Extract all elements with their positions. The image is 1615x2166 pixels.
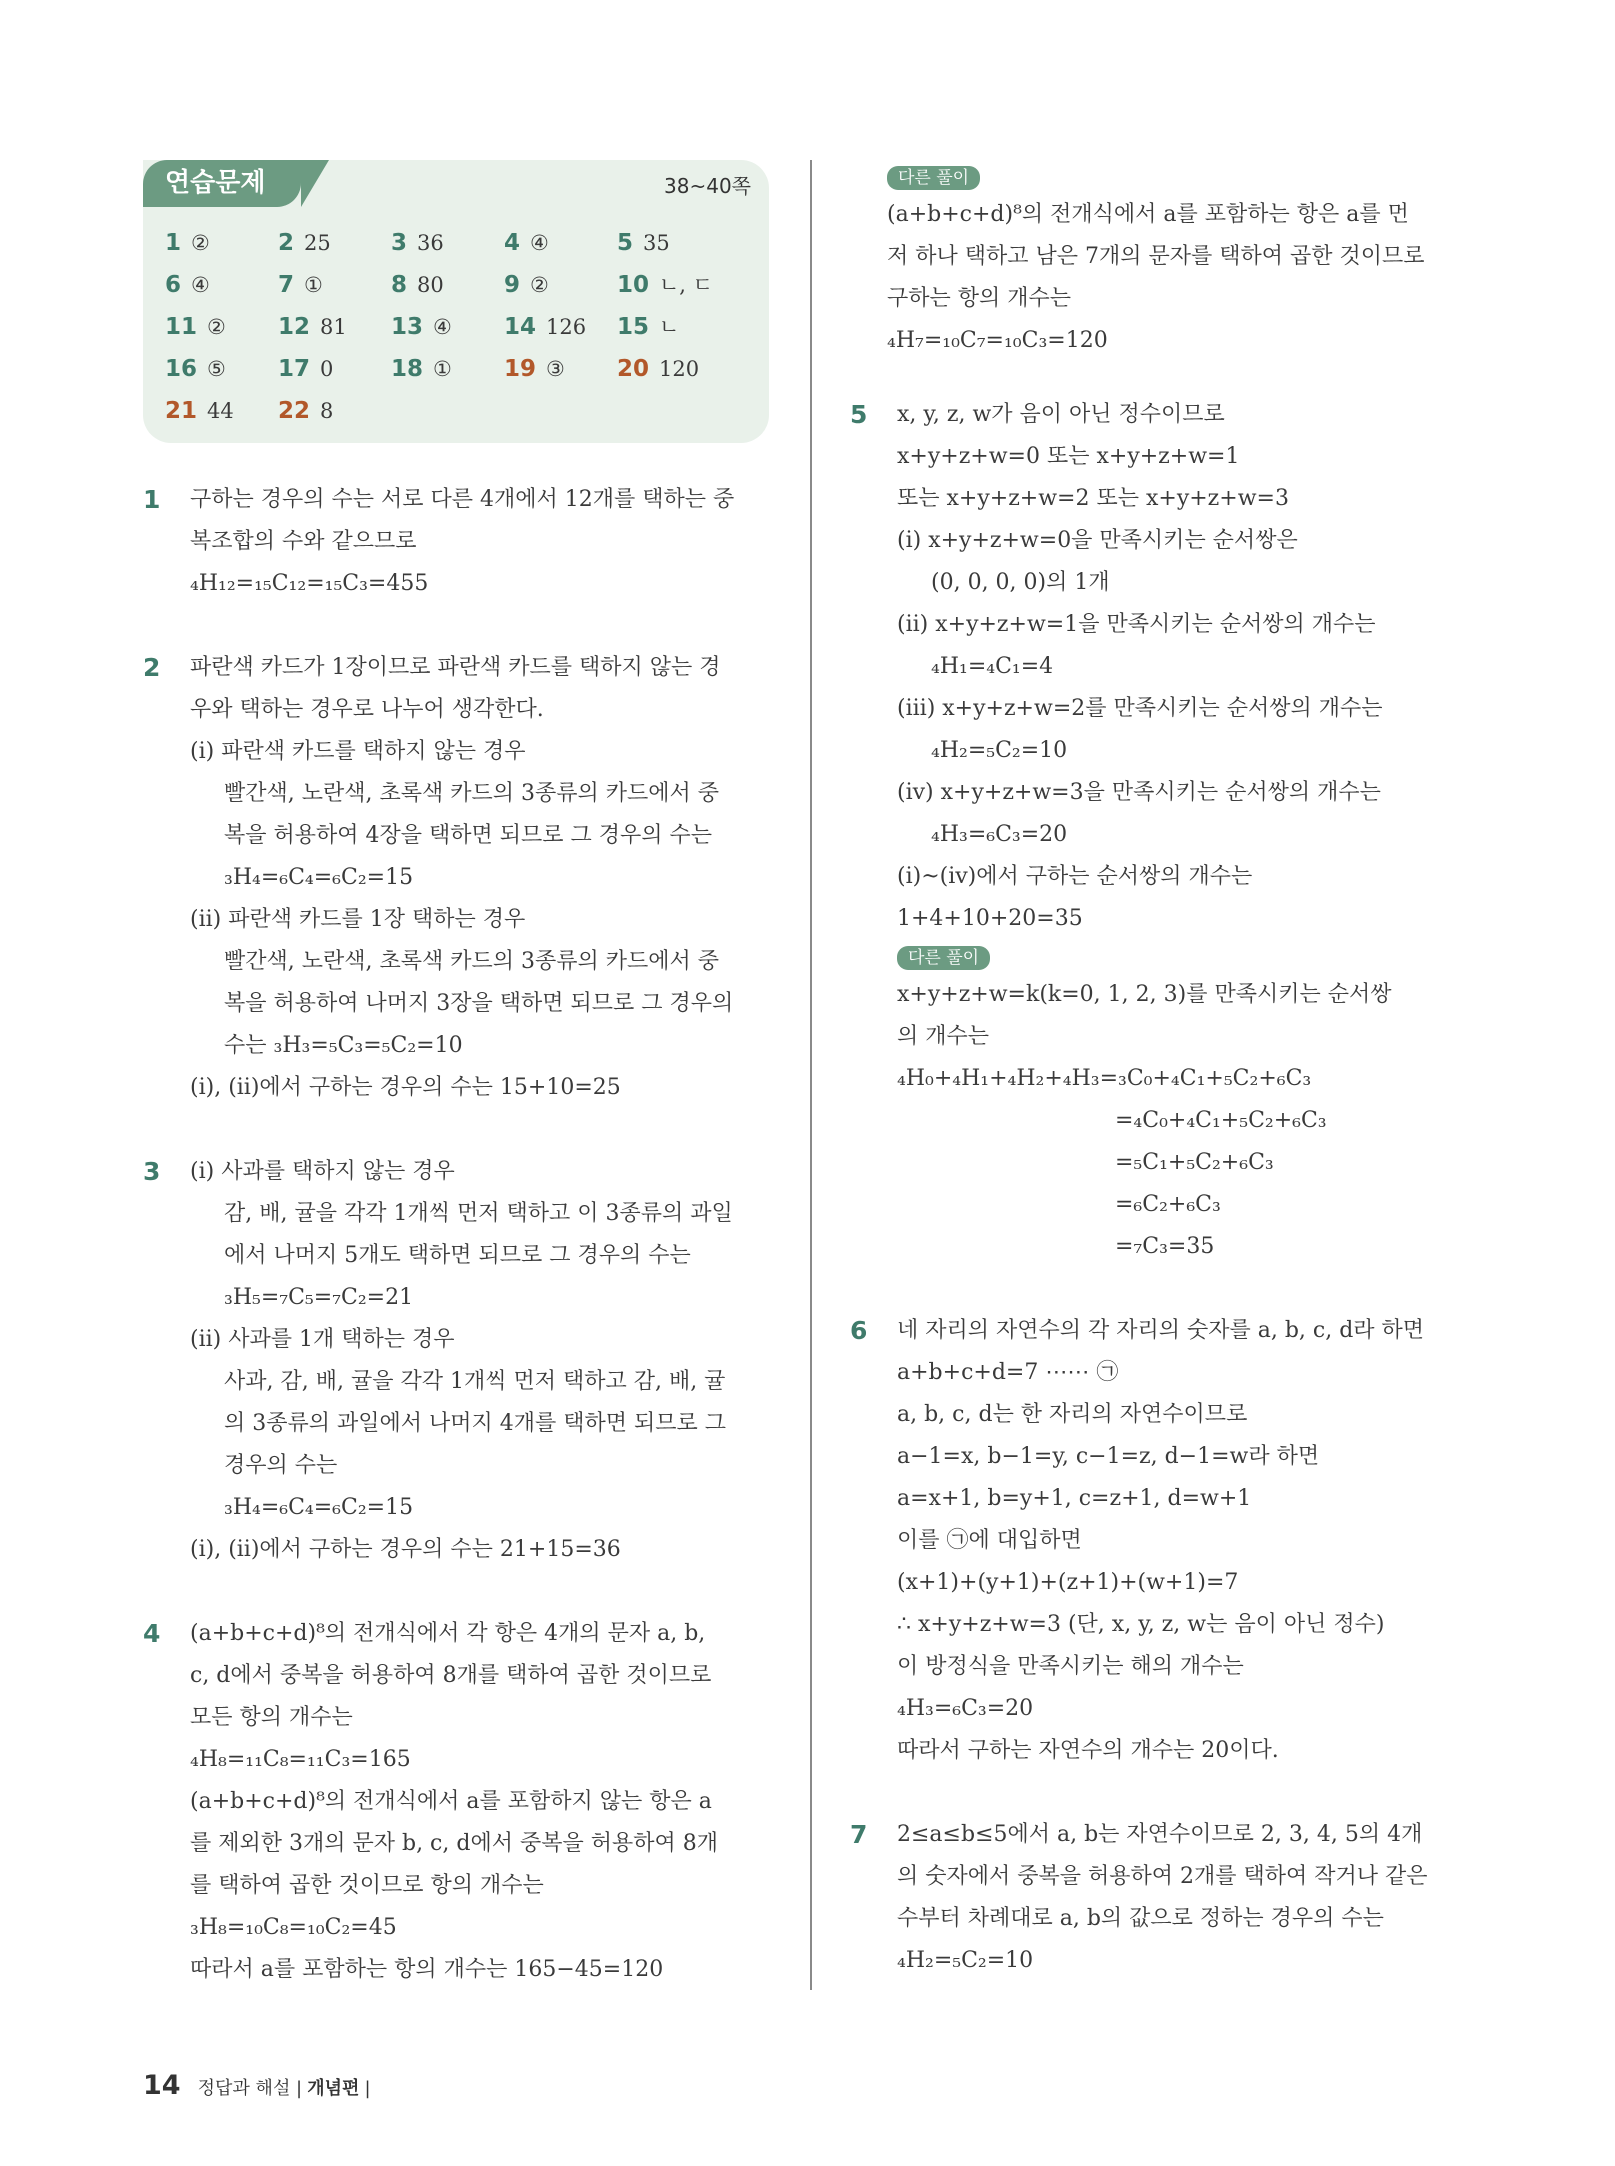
solution-line: 빨간색, 노란색, 초록색 카드의 3종류의 카드에서 중 [224, 949, 719, 974]
alternative-solution-4 [887, 160, 1487, 362]
case-heading: (ⅲ) x+y+z+w=2를 만족시키는 순서쌍의 개수는 [897, 696, 1383, 721]
solution-line: 경우의 수는 [224, 1453, 338, 1478]
solution-line: x, y, z, w가 음이 아닌 정수이므로 [897, 402, 1225, 427]
alternative-solution-badge: 다른 풀이 [887, 166, 980, 190]
formula-line: ₃H₄=₆C₄=₆C₂=15 [224, 1495, 414, 1520]
solution-line: 구하는 항의 개수는 [887, 286, 1072, 311]
solution-line: 수부터 차례대로 a, b의 값으로 정하는 경우의 수는 [897, 1906, 1384, 1931]
formula-line: ₄H₂=₅C₂=10 [931, 738, 1068, 763]
footer-separator: | [364, 2078, 371, 2099]
solution-line: 이를 ㉠에 대입하면 [897, 1528, 1082, 1553]
solution-3 [143, 1151, 773, 1571]
conclusion-line: (ⅰ), (ⅱ)에서 구하는 경우의 수는 15+10=25 [190, 1075, 621, 1100]
formula-line: a=x+1, b=y+1, c=z+1, d=w+1 [897, 1486, 1252, 1511]
answer-item: 19 ③ [504, 356, 565, 382]
answer-row [165, 222, 755, 264]
answer-item: 22 8 [278, 398, 334, 424]
left-column [143, 160, 773, 2033]
solution-line: x+y+z+w=0 또는 x+y+z+w=1 [897, 444, 1240, 469]
solution-5 [850, 394, 1487, 1268]
formula-line: ∴ x+y+z+w=3 (단, x, y, z, w는 음이 아닌 정수) [897, 1612, 1385, 1637]
alternative-solution-badge: 다른 풀이 [897, 946, 990, 970]
formula-line: ₄H₇=₁₀C₇=₁₀C₃=120 [887, 328, 1108, 353]
solution-line: 우와 택하는 경우로 나누어 생각한다. [190, 697, 544, 722]
answer-item: 5 35 [617, 230, 670, 256]
solution-line: 복조합의 수와 같으므로 [190, 529, 417, 554]
solution-line: 또는 x+y+z+w=2 또는 x+y+z+w=3 [897, 486, 1289, 511]
answer-item: 3 36 [391, 230, 444, 256]
problem-number: 4 [143, 1619, 161, 1648]
case-heading: (ⅳ) x+y+z+w=3을 만족시키는 순서쌍의 개수는 [897, 780, 1381, 805]
answer-item: 21 44 [165, 398, 234, 424]
page-footer [143, 2070, 371, 2101]
problem-number: 7 [850, 1820, 868, 1849]
answer-row [165, 264, 755, 306]
formula-line: ₄H₁=₄C₁=4 [931, 654, 1054, 679]
problem-number: 1 [143, 485, 161, 514]
solution-line: 2≤a≤b≤5에서 a, b는 자연수이므로 2, 3, 4, 5의 4개 [897, 1822, 1423, 1847]
answer-row [165, 348, 755, 390]
solution-line: (a+b+c+d)⁸의 전개식에서 a를 포함하지 않는 항은 a [190, 1789, 712, 1814]
conclusion-line: 1+4+10+20=35 [897, 906, 1083, 931]
solution-line: c, d에서 중복을 허용하여 8개를 택하여 곱한 것이므로 [190, 1663, 712, 1688]
answer-item: 4 ④ [504, 230, 549, 256]
answer-item: 7 ① [278, 272, 323, 298]
solution-line: 저 하나 택하고 남은 7개의 문자를 택하여 곱한 것이므로 [887, 244, 1425, 269]
answer-item: 1 ② [165, 230, 210, 256]
solution-line: 에서 나머지 5개도 택하면 되므로 그 경우의 수는 [224, 1243, 691, 1268]
solution-line: 구하는 경우의 수는 서로 다른 4개에서 12개를 택하는 중 [190, 487, 735, 512]
solution-line: 파란색 카드가 1장이므로 파란색 카드를 택하지 않는 경 [190, 655, 721, 680]
answer-row [165, 306, 755, 348]
problem-number: 6 [850, 1316, 868, 1345]
solution-6 [850, 1310, 1487, 1772]
formula-line: =₄C₀+₄C₁+₅C₂+₆C₃ [1115, 1108, 1327, 1133]
formula-line: ₄H₃=₆C₃=20 [931, 822, 1068, 847]
answer-item: 9 ② [504, 272, 549, 298]
formula-line: ₄H₀+₄H₁+₄H₂+₄H₃=₃C₀+₄C₁+₅C₂+₆C₃ [897, 1066, 1312, 1091]
problem-number: 2 [143, 653, 161, 682]
answer-item: 17 0 [278, 356, 334, 382]
solution-line: 의 숫자에서 중복을 허용하여 2개를 택하여 작거나 같은 [897, 1864, 1428, 1889]
solution-line: x+y+z+w=k(k=0, 1, 2, 3)를 만족시키는 순서쌍 [897, 982, 1392, 1007]
answer-item: 14 126 [504, 314, 587, 340]
formula-line: (x+1)+(y+1)+(z+1)+(w+1)=7 [897, 1570, 1239, 1595]
solution-line: 복을 허용하여 나머지 3장을 택하면 되므로 그 경우의 [224, 991, 734, 1016]
formula-line: ₄H₁₂=₁₅C₁₂=₁₅C₃=455 [190, 571, 429, 596]
formula-line: ₄H₈=₁₁C₈=₁₁C₃=165 [190, 1747, 411, 1772]
case-heading: (ⅰ) 사과를 택하지 않는 경우 [190, 1159, 455, 1184]
solution-4 [143, 1613, 773, 1991]
case-heading: (ⅰ) 파란색 카드를 택하지 않는 경우 [190, 739, 526, 764]
solution-2 [143, 647, 773, 1109]
answer-item: 16 ⑤ [165, 356, 226, 382]
solution-line: a−1=x, b−1=y, c−1=z, d−1=w라 하면 [897, 1444, 1320, 1469]
solution-line: 사과, 감, 배, 귤을 각각 1개씩 먼저 택하고 감, 배, 귤 [224, 1369, 726, 1394]
solution-line: 네 자리의 자연수의 각 자리의 숫자를 a, b, c, d라 하면 [897, 1318, 1425, 1343]
case-heading: (ⅰ) x+y+z+w=0을 만족시키는 순서쌍은 [897, 528, 1298, 553]
formula-line: =₅C₁+₅C₂+₆C₃ [1115, 1150, 1274, 1175]
problem-number: 5 [850, 400, 868, 429]
formula-line: ₃H₅=₇C₅=₇C₂=21 [224, 1285, 414, 1310]
answer-item: 20 120 [617, 356, 700, 382]
formula-line: =₆C₂+₆C₃ [1115, 1192, 1221, 1217]
answer-item: 6 ④ [165, 272, 210, 298]
solution-line: 의 3종류의 과일에서 나머지 4개를 택하면 되므로 그 [224, 1411, 726, 1436]
case-heading: (ⅱ) 파란색 카드를 1장 택하는 경우 [190, 907, 526, 932]
solution-line: 감, 배, 귤을 각각 1개씩 먼저 택하고 이 3종류의 과일 [224, 1201, 733, 1226]
solution-line: 를 제외한 3개의 문자 b, c, d에서 중복을 허용하여 8개 [190, 1831, 718, 1856]
answer-item: 18 ① [391, 356, 452, 382]
solution-line: 모든 항의 개수는 [190, 1705, 353, 1730]
solution-line: a, b, c, d는 한 자리의 자연수이므로 [897, 1402, 1248, 1427]
conclusion-line: (ⅰ), (ⅱ)에서 구하는 경우의 수는 21+15=36 [190, 1537, 621, 1562]
solution-1 [143, 479, 773, 605]
solution-line: 의 개수는 [897, 1024, 990, 1049]
solution-line: 빨간색, 노란색, 초록색 카드의 3종류의 카드에서 중 [224, 781, 719, 806]
answer-item: 11 ② [165, 314, 226, 340]
answer-item: 13 ④ [391, 314, 452, 340]
formula-line: (0, 0, 0, 0)의 1개 [931, 570, 1110, 595]
solution-line: 를 택하여 곱한 것이므로 항의 개수는 [190, 1873, 544, 1898]
page-number: 14 [143, 2070, 181, 2101]
formula-line: 수는 ₃H₃=₅C₃=₅C₂=10 [224, 1033, 463, 1058]
formula-line: ₄H₃=₆C₃=20 [897, 1696, 1034, 1721]
answer-box-pages: 38~40쪽 [664, 174, 751, 198]
solution-line: (a+b+c+d)⁸의 전개식에서 각 항은 4개의 문자 a, b, [190, 1621, 706, 1646]
answer-item: 15 ㄴ [617, 314, 680, 340]
formula-line: =₇C₃=35 [1115, 1234, 1215, 1259]
case-heading: (ⅱ) 사과를 1개 택하는 경우 [190, 1327, 455, 1352]
formula-line: a+b+c+d=7 ⋯⋯ ㉠ [897, 1360, 1119, 1385]
column-divider [810, 160, 812, 1990]
formula-line: ₄H₂=₅C₂=10 [897, 1948, 1034, 1973]
footer-section: 개념편 [307, 2078, 360, 2099]
answer-item: 12 81 [278, 314, 347, 340]
answer-row [165, 390, 755, 432]
solution-line: (ⅰ)~(ⅳ)에서 구하는 순서쌍의 개수는 [897, 864, 1253, 889]
solution-line: 복을 허용하여 4장을 택하면 되므로 그 경우의 수는 [224, 823, 712, 848]
answer-item: 10 ㄴ, ㄷ [617, 272, 713, 298]
answer-summary-box [143, 160, 769, 443]
case-heading: (ⅱ) x+y+z+w=1을 만족시키는 순서쌍의 개수는 [897, 612, 1376, 637]
solution-line: 이 방정식을 만족시키는 해의 개수는 [897, 1654, 1244, 1679]
solution-line: (a+b+c+d)⁸의 전개식에서 a를 포함하는 항은 a를 먼 [887, 202, 1409, 227]
formula-line: ₃H₈=₁₀C₈=₁₀C₂=45 [190, 1915, 397, 1940]
conclusion-line: 따라서 구하는 자연수의 개수는 20이다. [897, 1738, 1279, 1763]
answer-box-title: 연습문제 [143, 160, 301, 207]
answer-item: 8 80 [391, 272, 444, 298]
formula-line: ₃H₄=₆C₄=₆C₂=15 [224, 865, 414, 890]
problem-number: 3 [143, 1157, 161, 1186]
solution-7 [850, 1814, 1487, 1982]
footer-book-title: 정답과 해설 | [197, 2078, 303, 2099]
right-column [850, 160, 1487, 2024]
answer-grid [165, 222, 755, 432]
answer-item: 2 25 [278, 230, 331, 256]
conclusion-line: 따라서 a를 포함하는 항의 개수는 165−45=120 [190, 1957, 664, 1982]
